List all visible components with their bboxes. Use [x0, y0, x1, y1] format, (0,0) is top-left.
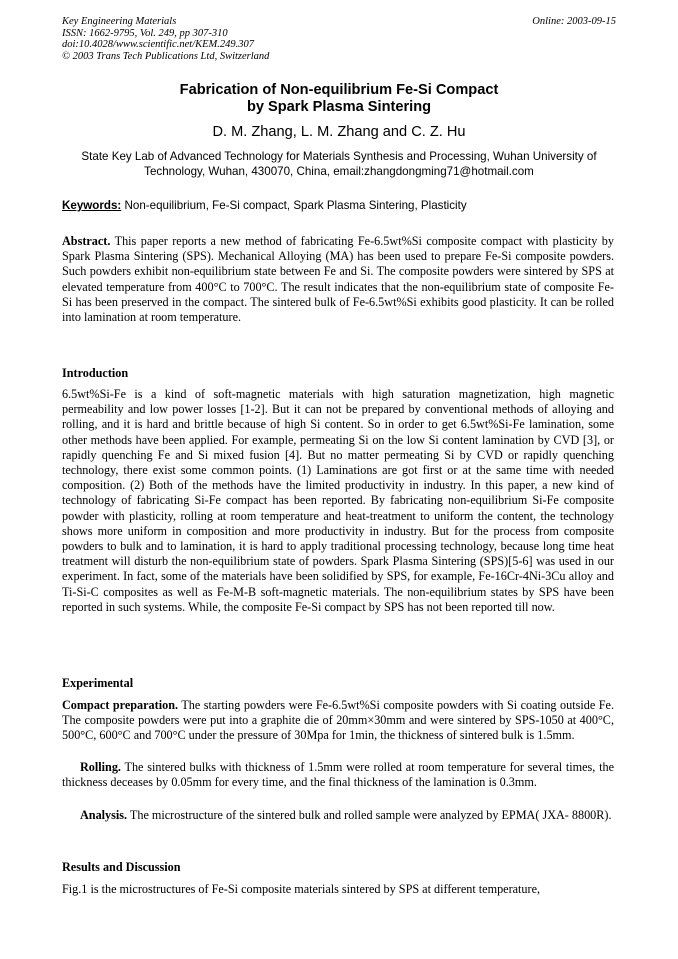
affiliation: State Key Lab of Advanced Technology for Materials Synthesis and Processing, Wuhan University of Technology, Wuhan, 430070, China, email:zhangdongming71@hotmail.com — [81, 150, 597, 178]
paper-title — [40, 82, 638, 116]
compact-preparation — [62, 698, 614, 744]
compact-text: The starting powders were Fe-6.5wt%Si composite powders with Si coating outside Fe. The composite powders were put into a graphite die of 20mm×30mm and were sintered by SPS-1050 at 400°C, 500°C, 600°C and 700°C under the pressure of 30Mpa for 1min, the thickness of sintered bulk is 1.5mm. — [62, 698, 614, 743]
title-line-1: Fabrication of Non-equilibrium Fe-Si Compact — [179, 82, 499, 98]
keywords-label: Keywords: — [62, 199, 122, 212]
journal-header — [62, 16, 616, 62]
title-line-2: by Spark Plasma Sintering — [246, 99, 432, 115]
rolling-label: Rolling. — [80, 760, 121, 774]
results-heading: Results and Discussion — [62, 860, 181, 874]
analysis-paragraph — [62, 808, 614, 823]
abstract — [62, 234, 614, 325]
analysis-label: Analysis. — [80, 808, 128, 822]
rolling-paragraph — [62, 760, 614, 790]
journal-name: Key Engineering Materials — [62, 16, 177, 27]
keywords-text: Non-equilibrium, Fe-Si compact, Spark Plasma Sintering, Plasticity — [121, 199, 467, 212]
journal-issn: ISSN: 1662-9795, Vol. 249, pp 307-310 — [62, 27, 228, 39]
keywords — [62, 198, 622, 213]
abstract-label: Abstract. — [62, 234, 111, 248]
abstract-text: This paper reports a new method of fabricating Fe-6.5wt%Si composite compact with plasticity by Spark Plasma Sintering (SPS). Mechanical Alloying (MA) has been used to prepare Fe-Si composite powders. Such powders exhibit non-equilibrium state between Fe and Si. The composite powders were sintered by SPS at elevated temperature from 400°C to 700°C. The result indicates that the non-equilibrium state of composite Fe-Si has been preserved in the compact. The sintered bulk of Fe-6.5wt%Si exhibits good plasticity. It can be rolled into lamination at room temperature. — [62, 234, 614, 325]
journal-doi: doi:10.4028/www.scientific.net/KEM.249.307 — [62, 39, 254, 51]
authors: D. M. Zhang, L. M. Zhang and C. Z. Hu — [212, 124, 466, 140]
introduction-heading: Introduction — [62, 366, 129, 380]
analysis-text: The microstructure of the sintered bulk and rolled sample were analyzed by EPMA( JXA- 8800R). — [127, 808, 612, 822]
journal-copyright: © 2003 Trans Tech Publications Ltd, Switzerland — [62, 50, 270, 62]
results-text: Fig.1 is the microstructures of Fe-Si composite materials sintered by SPS at different temperature, — [62, 882, 541, 896]
experimental-heading: Experimental — [62, 676, 134, 690]
online-date: Online: 2003-09-15 — [532, 16, 616, 27]
compact-label: Compact preparation. — [62, 698, 179, 712]
rolling-text: The sintered bulks with thickness of 1.5mm were rolled at room temperature for several times, the thickness deceases by 0.05mm for every time, and the final thickness of the lamination is 0.3mm. — [62, 760, 614, 790]
introduction-text: 6.5wt%Si-Fe is a kind of soft-magnetic materials with high saturation magnetization, high magnetic permeability and low power losses [1-2]. But it can not be prepared by conventional methods of alloying and rolling, and it is hard and brittle because of high Si content. So in order to get 6.5wt%Si-Fe lamination, some other methods have been applied. For example, permeating Si on the low Si content lamination by CVD [3], or rapidly quenching Fe and Si mixed fusion [4]. But no matter permeating Si by CVD or rapidly quenching technology, there exist some common points. (1) Laminations are got first or at the same time with needed composition. (2) Both of the methods have the limited productivity in industry. In this paper, a new kind of technology of fabricating Si-Fe compact has been reported. By fabricating non-equilibrium Si-Fe composite powder with plasticity, rolling at room temperature and heat-treatment to uniform the content, the technology shows more uniform in composition and more productivity in industry. But for the process from composite powders to bulk and to lamination, it is hard to apply traditional processing technology, because long time heat treatment will disturb the non-equilibrium state of powders. Spark Plasma Sintering (SPS)[5-6] was used in our experiment. In fact, some of the materials have been solidified by SPS, for example, Fe-16Cr-4Ni-3Cu alloy and Ti-Si-C composites as well as Fe-M-B soft-magnetic materials. The non-equilibrium states by SPS have been reported in such systems. While, the composite Fe-Si compact by SPS has not been reported till now. — [62, 387, 614, 614]
